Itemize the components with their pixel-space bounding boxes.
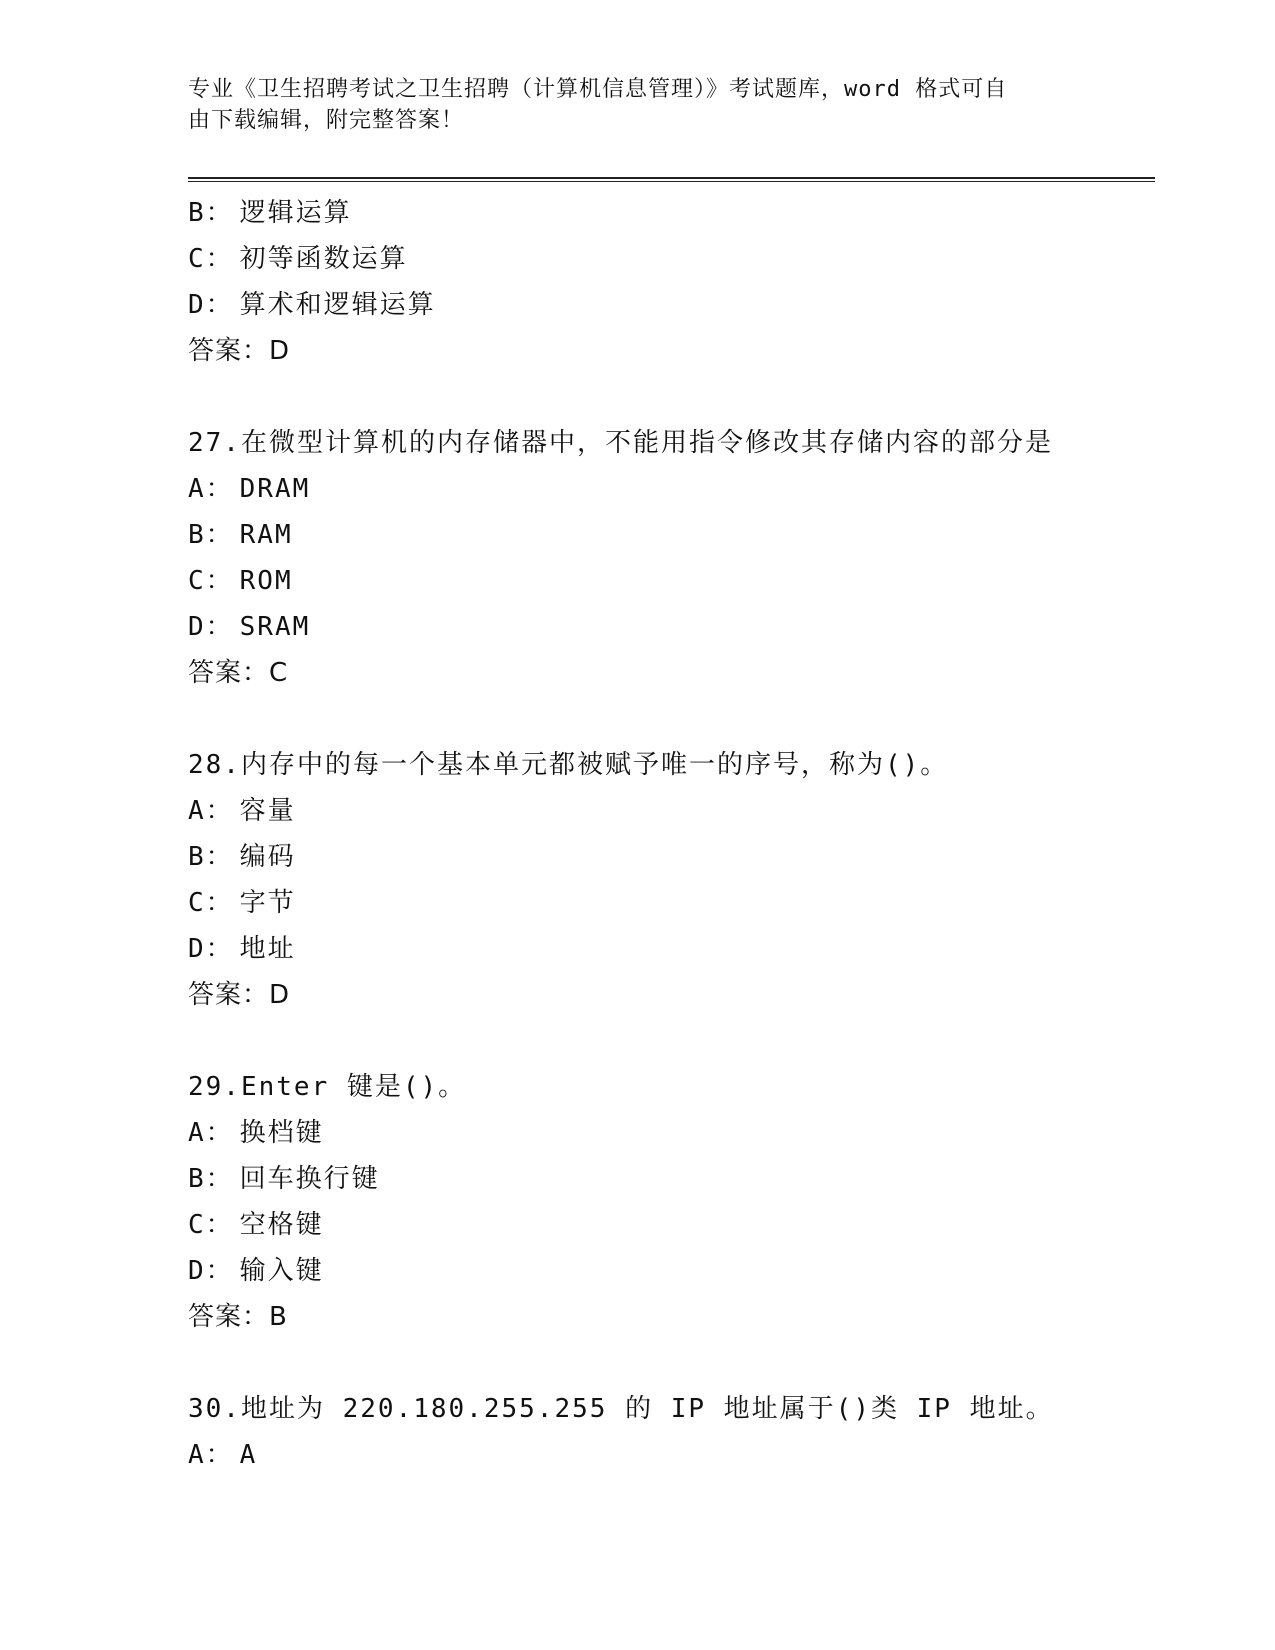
spacer (188, 696, 1155, 742)
option-label: A： (188, 796, 234, 826)
option-label: D： (188, 612, 234, 642)
question-stem: 28.内存中的每一个基本单元都被赋予唯一的序号，称为()。 (188, 750, 949, 780)
option-b (188, 512, 1155, 558)
answer-line: 答案：D (188, 980, 291, 1010)
option-text: 逻辑运算 (239, 198, 352, 228)
option-a (188, 788, 1155, 834)
question-27 (188, 420, 1155, 696)
option-b (188, 190, 1155, 236)
option-d (188, 1248, 1155, 1294)
option-text: SRAM (239, 612, 311, 642)
option-label: D： (188, 290, 234, 320)
option-label: C： (188, 244, 234, 274)
option-c (188, 558, 1155, 604)
spacer (188, 374, 1155, 420)
question-30 (188, 1386, 1155, 1478)
option-c (188, 880, 1155, 926)
option-label: A： (188, 474, 234, 504)
option-text: 初等函数运算 (239, 244, 408, 274)
option-label: B： (188, 842, 234, 872)
option-a (188, 1432, 1155, 1478)
option-d (188, 282, 1155, 328)
option-a (188, 466, 1155, 512)
option-label: C： (188, 888, 234, 918)
question-26-continued (188, 190, 1155, 374)
option-text: 编码 (239, 842, 296, 872)
header-line-1: 专业《卫生招聘考试之卫生招聘（计算机信息管理）》考试题库，word 格式可自 (188, 77, 1008, 102)
spacer (188, 1340, 1155, 1386)
document-header (188, 74, 1088, 136)
option-d (188, 926, 1155, 972)
option-d (188, 604, 1155, 650)
option-b (188, 834, 1155, 880)
option-text: 容量 (239, 796, 296, 826)
option-b (188, 1156, 1155, 1202)
question-stem: 30.地址为 220.180.255.255 的 IP 地址属于()类 IP 地址。 (188, 1394, 1054, 1424)
question-list (188, 190, 1155, 1478)
option-text: 空格键 (239, 1210, 324, 1240)
question-28 (188, 742, 1155, 1018)
option-text: 换档键 (239, 1118, 324, 1148)
option-c (188, 1202, 1155, 1248)
option-label: D： (188, 1256, 234, 1286)
option-a (188, 1110, 1155, 1156)
option-text: DRAM (239, 474, 311, 504)
question-29 (188, 1064, 1155, 1340)
question-stem: 27.在微型计算机的内存储器中，不能用指令修改其存储内容的部分是 (188, 428, 1053, 458)
option-text: 输入键 (239, 1256, 324, 1286)
answer-line: 答案：C (188, 658, 289, 688)
option-label: B： (188, 1164, 234, 1194)
option-label: A： (188, 1440, 234, 1470)
option-text: 算术和逻辑运算 (239, 290, 436, 320)
answer-line: 答案：D (188, 336, 291, 366)
answer-line: 答案：B (188, 1302, 288, 1332)
header-divider (188, 177, 1155, 182)
option-label: D： (188, 934, 234, 964)
option-label: B： (188, 520, 234, 550)
option-label: C： (188, 566, 234, 596)
option-text: 回车换行键 (239, 1164, 380, 1194)
option-c (188, 236, 1155, 282)
option-label: C： (188, 1210, 234, 1240)
option-text: 字节 (239, 888, 296, 918)
spacer (188, 1018, 1155, 1064)
option-text: A (239, 1440, 258, 1470)
option-text: 地址 (239, 934, 296, 964)
option-label: A： (188, 1118, 234, 1148)
option-label: B： (188, 198, 234, 228)
option-text: RAM (239, 520, 293, 550)
question-stem: 29.Enter 键是()。 (188, 1072, 467, 1102)
header-line-2: 由下载编辑，附完整答案！ (188, 108, 465, 133)
option-text: ROM (239, 566, 293, 596)
